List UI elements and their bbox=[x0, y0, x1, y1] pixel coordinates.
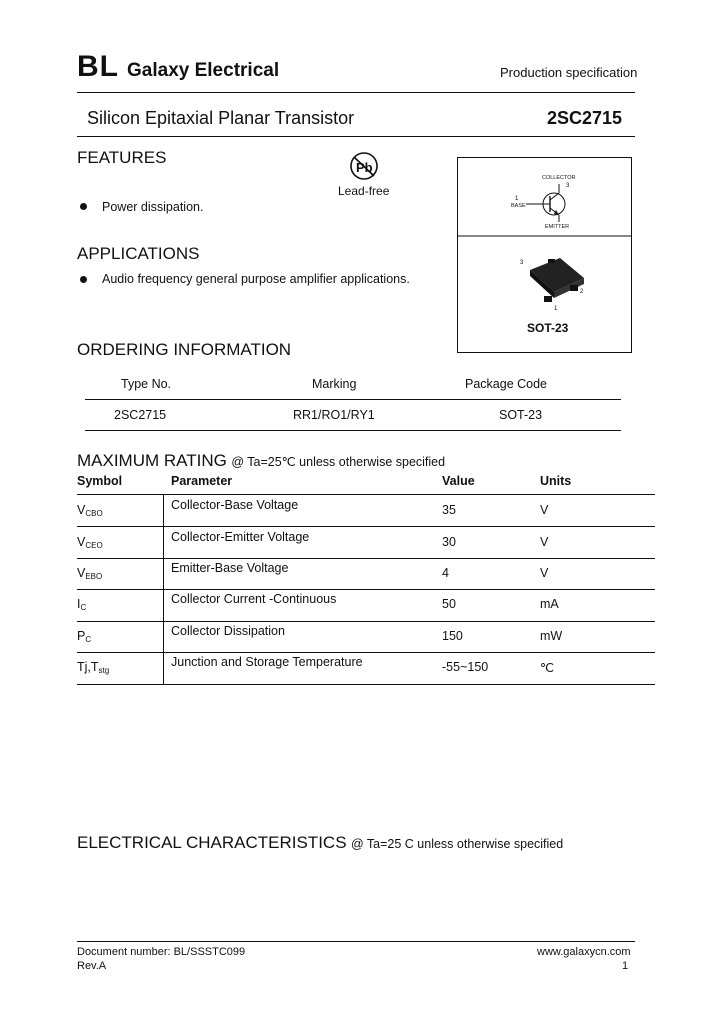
max-rating-heading: MAXIMUM RATING bbox=[77, 451, 227, 470]
brand-logo-bl: BL bbox=[77, 50, 119, 83]
bullet-dot bbox=[80, 203, 87, 210]
ordering-heading: ORDERING INFORMATION bbox=[77, 340, 292, 359]
lead-free-label: Lead-free bbox=[338, 184, 390, 198]
title-rule bbox=[77, 136, 635, 137]
table-row-param: Collector Dissipation bbox=[171, 624, 285, 638]
features-heading: FEATURES bbox=[77, 148, 167, 167]
table-row-symbol: $V_{CEO}$ bbox=[77, 535, 103, 550]
ordering-rule-bottom bbox=[85, 430, 621, 431]
table-row-param: Emitter-Base Voltage bbox=[171, 561, 289, 575]
feature-item: Power dissipation. bbox=[102, 200, 204, 214]
table-row-value: 35 bbox=[442, 503, 456, 517]
base-label: BASE bbox=[511, 203, 526, 209]
pb-symbol: Pb bbox=[356, 160, 373, 175]
pin2-package: 2 bbox=[580, 289, 584, 295]
table-row-unit: mA bbox=[540, 597, 559, 611]
collector-label: COLLECTOR bbox=[542, 175, 576, 181]
part-number: 2SC2715 bbox=[547, 108, 623, 128]
product-title: Silicon Epitaxial Planar Transistor bbox=[87, 108, 355, 128]
table-row-unit: V bbox=[540, 535, 549, 549]
table-row-unit: V bbox=[540, 503, 549, 517]
table-row-unit: mW bbox=[540, 629, 563, 643]
ordering-type: 2SC2715 bbox=[114, 408, 167, 422]
electrical-condition: @ Ta=25 C unless otherwise specified bbox=[350, 837, 564, 851]
max-rating-title bbox=[77, 451, 445, 471]
table-row-symbol: $I_C$ bbox=[77, 597, 87, 612]
table-row-value: -55~150 bbox=[442, 660, 489, 674]
table-row-param: Collector-Emitter Voltage bbox=[171, 530, 310, 544]
table-row-param: Collector-Base Voltage bbox=[171, 498, 299, 512]
max-rating-condition: @ Ta=25℃ unless otherwise specified bbox=[231, 455, 446, 469]
pin1-package: 1 bbox=[554, 306, 558, 312]
emitter-label: EMITTER bbox=[545, 224, 570, 230]
electrical-heading: ELECTRICAL CHARACTERISTICS bbox=[77, 833, 347, 852]
mr-rule bbox=[77, 684, 655, 685]
table-row-unit: ℃ bbox=[540, 661, 555, 675]
ordering-col-marking: Marking bbox=[312, 377, 357, 391]
table-row-value: 150 bbox=[442, 629, 463, 643]
col-value: Value bbox=[442, 474, 475, 488]
applications-heading: APPLICATIONS bbox=[77, 244, 200, 263]
doc-type: Production specification bbox=[500, 65, 638, 80]
package-name: SOT-23 bbox=[527, 321, 569, 335]
footer-rule bbox=[77, 941, 635, 942]
table-row-symbol: $Tj,T_{stg}$ bbox=[77, 660, 110, 675]
document-number: Document number: BL/SSSTC099 bbox=[77, 946, 246, 958]
ordering-col-package: Package Code bbox=[465, 377, 548, 391]
pin1-schematic: 1 bbox=[515, 196, 519, 202]
table-row-symbol: $V_{EBO}$ bbox=[77, 566, 103, 581]
header-rule bbox=[77, 92, 635, 93]
table-row-value: 30 bbox=[442, 535, 456, 549]
bullet-dot bbox=[80, 276, 87, 283]
page-number: 1 bbox=[622, 960, 629, 972]
website: www.galaxycn.com bbox=[537, 946, 631, 958]
table-row-param: Collector Current -Continuous bbox=[171, 592, 337, 606]
application-item: Audio frequency general purpose amplifier applications. bbox=[102, 272, 410, 286]
mr-col-divider bbox=[163, 494, 164, 684]
table-row-unit: V bbox=[540, 566, 549, 580]
col-units: Units bbox=[540, 474, 572, 488]
col-symbol: Symbol bbox=[77, 474, 123, 488]
ordering-col-type: Type No. bbox=[121, 377, 172, 391]
ordering-package: SOT-23 bbox=[499, 408, 543, 422]
pin3-package: 3 bbox=[520, 260, 524, 266]
table-row-param: Junction and Storage Temperature bbox=[171, 655, 363, 669]
revision: Rev.A bbox=[77, 960, 107, 972]
package-diagram-box bbox=[457, 157, 632, 353]
table-row-value: 50 bbox=[442, 597, 456, 611]
table-row-symbol: $V_{CBO}$ bbox=[77, 503, 103, 518]
brand-name: Galaxy Electrical bbox=[127, 60, 280, 81]
ordering-rule-top bbox=[85, 399, 621, 400]
ordering-marking: RR1/RO1/RY1 bbox=[293, 408, 375, 422]
pin3-schematic: 3 bbox=[566, 183, 570, 189]
table-row-value: 4 bbox=[442, 566, 449, 580]
col-parameter: Parameter bbox=[171, 474, 233, 488]
table-row-symbol: $P_C$ bbox=[77, 629, 92, 644]
electrical-title bbox=[77, 833, 563, 853]
